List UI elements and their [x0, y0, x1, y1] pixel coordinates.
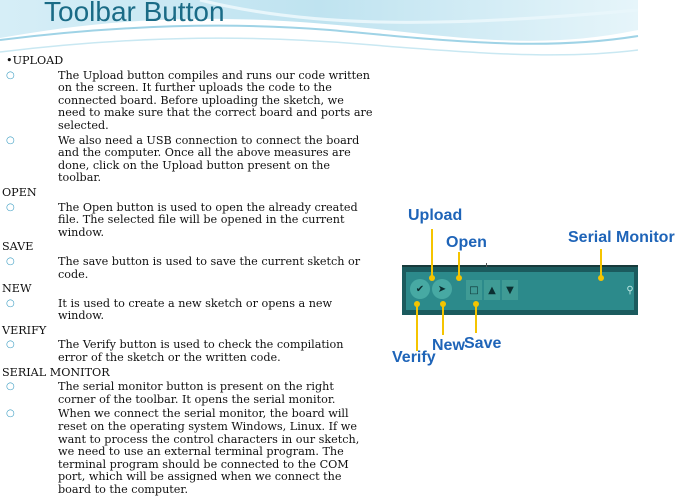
save-button[interactable] — [502, 280, 518, 300]
section-heading-serial-monitor: SERIAL MONITOR — [2, 365, 110, 379]
upload-pointer-dot — [429, 275, 435, 281]
upload-pointer-line — [431, 229, 433, 279]
verify-pointer-line — [416, 305, 418, 351]
bullet-item: ○ The save button is used to save the current sketch or code. — [6, 254, 361, 281]
bullet-marker-icon: ○ — [6, 297, 15, 309]
bullet-marker-icon: ○ — [6, 408, 15, 420]
new-button[interactable] — [466, 280, 482, 300]
bullet-item: ○ It is used to create a new sketch or opens a new window. — [6, 296, 333, 323]
verify-button[interactable] — [410, 279, 430, 299]
section-heading-upload: •UPLOAD — [6, 54, 64, 67]
verify-label: Verify — [392, 349, 436, 366]
section-heading-save: SAVE — [2, 240, 34, 254]
verify-pointer-dot — [414, 301, 420, 307]
save-pointer-line — [475, 305, 477, 333]
bullet-item: ○ The Open button is used to open the already created file. The selected file will be opened in the current window. — [6, 200, 358, 239]
bullet-item: ○ The Upload button compiles and runs our code written on the screen. It further uploads the code to the connected board. Before uploading the sketch, we need to make sure that the correct board and ports are selected. — [6, 68, 373, 132]
toolbar-diagram — [372, 177, 675, 373]
bullet-marker-icon: ○ — [6, 381, 15, 393]
bullet-marker-icon: ○ — [6, 69, 15, 81]
upload-label: Upload — [408, 207, 463, 224]
slide-title: Toolbar Button — [44, 0, 225, 27]
new-pointer-dot — [440, 301, 446, 307]
bullet-item: ○ We also need a USB connection to connect the board and the computer. Once all the above measures are done, click on the Upload button present on the toolbar. — [6, 133, 360, 185]
bullet-item: ○ The serial monitor button is present on the right corner of the toolbar. It opens the serial monitor. — [6, 380, 336, 406]
new-pointer-line — [442, 305, 444, 335]
bullet-marker-icon: ○ — [6, 134, 15, 146]
serial-monitor-button[interactable] — [624, 280, 636, 300]
save-pointer-dot — [473, 301, 479, 307]
bullet-item: ○ When we connect the serial monitor, the board will reset on the operating system Windows, Linux. If we want to process the control characters in our sketch, we need to use an external terminal program. The terminal program should be connected to the COM port, which will be assigned when we connect the board to the computer. — [6, 407, 360, 496]
arrow-down-icon: ▼ — [506, 284, 514, 296]
bullet-marker-icon: ○ — [6, 339, 15, 351]
serial-monitor-pointer-dot — [598, 275, 604, 281]
open-label: Open — [446, 234, 487, 251]
bullet-marker-icon: ○ — [6, 255, 15, 267]
serial-monitor-label: Serial Monitor — [568, 229, 675, 246]
check-icon: ✔ — [415, 283, 425, 295]
document-icon: □ — [469, 284, 479, 296]
section-heading-new: NEW — [2, 282, 32, 296]
bullet-marker-icon: ○ — [6, 201, 15, 213]
bullet-item: ○ The Verify button is used to check the compilation error of the sketch or the written code. — [6, 338, 344, 365]
section-heading-open: OPEN — [2, 185, 37, 199]
open-pointer-dot — [456, 275, 462, 281]
save-label: Save — [464, 335, 502, 352]
section-heading-verify: VERIFY — [2, 323, 47, 337]
slide-body — [2, 55, 374, 497]
arrow-up-icon: ▲ — [488, 284, 496, 296]
new-label: New — [432, 337, 465, 354]
arrow-right-icon: ➤ — [437, 283, 447, 295]
magnifier-icon: ⚲ — [626, 284, 634, 296]
open-button[interactable] — [484, 280, 500, 300]
upload-button[interactable] — [432, 279, 452, 299]
toolbar-strip — [402, 267, 638, 315]
